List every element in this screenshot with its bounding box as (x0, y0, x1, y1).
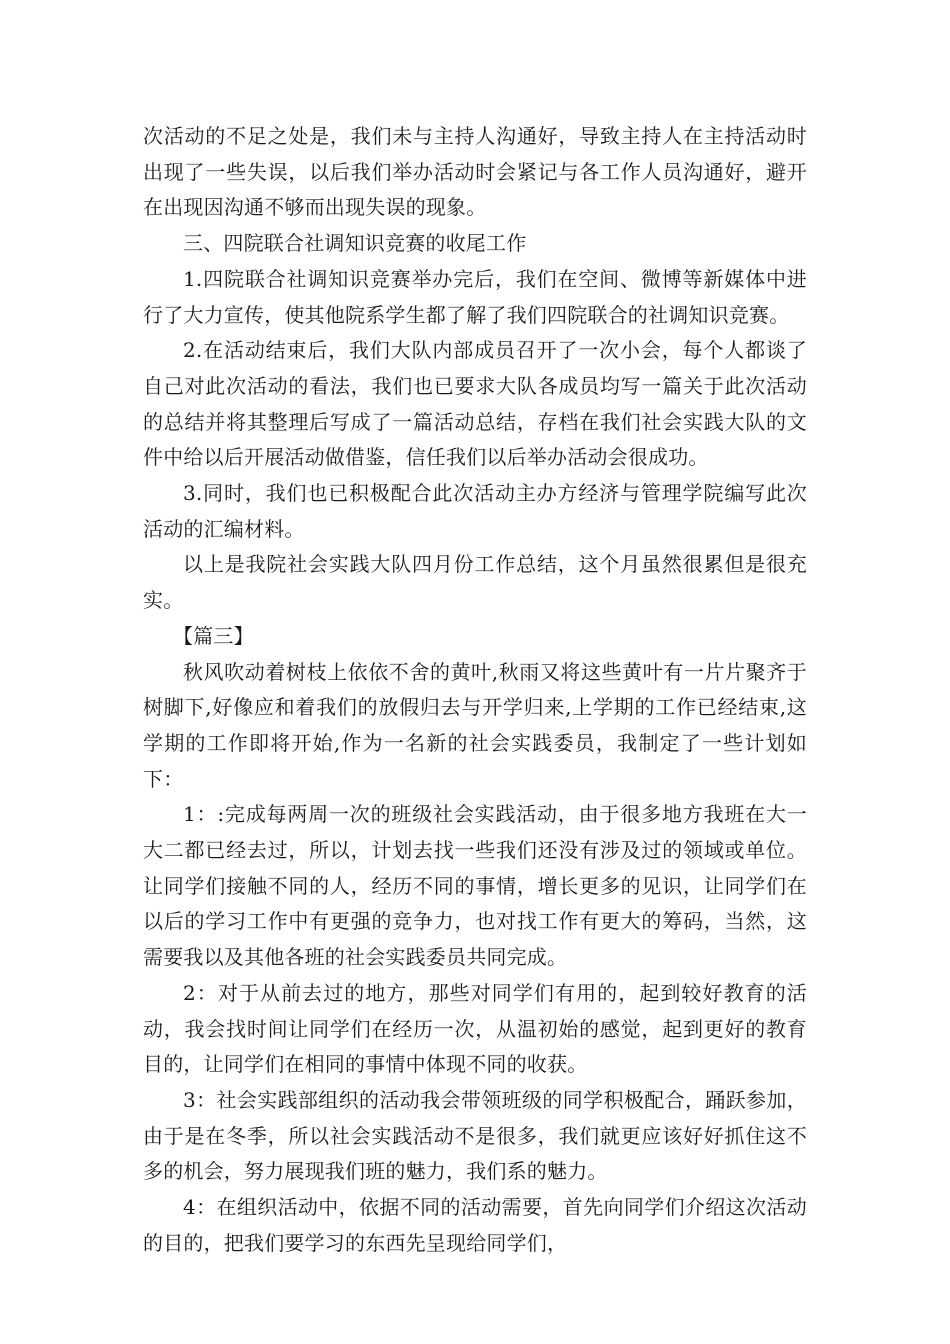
paragraph-item-1: 1.四院联合社调知识竞赛举办完后，我们在空间、微博等新媒体中进行了大力宣传，使其他院系学生都了解了我们四院联合的社调知识竞赛。 (143, 266, 807, 327)
paragraph-intro: 秋风吹动着树枝上依依不舍的黄叶,秋雨又将这些黄叶有一片片聚齐于树脚下,好像应和着我们的放假归去与开学归来,上学期的工作已经结束,这学期的工作即将开始,作为一名新的社会实践委员，我制定了一些计划如下： (143, 659, 807, 791)
section-heading: 三、四院联合社调知识竞赛的收尾工作 (183, 231, 527, 256)
plan-item-3: 3：社会实践部组织的活动我会带领班级的同学积极配合，踊跃参加，由于是在冬季，所以社会实践活动不是很多，我们就更应该好好抓住这不多的机会，努力展现我们班的魅力，我们系的魅力。 (143, 1087, 807, 1184)
paragraph-continuation: 次活动的不足之处是，我们未与主持人沟通好，导致主持人在主持活动时出现了一些失误，以后我们举办活动时会紧记与各工作人员沟通好，避开在出现因沟通不够而出现失误的现象。 (143, 124, 807, 220)
part-heading: 【篇三】 (173, 623, 254, 648)
document-body (143, 119, 807, 1262)
paragraph-item-2: 2.在活动结束后，我们大队内部成员召开了一次小会，每个人都谈了自己对此次活动的看法，我们也已要求大队各成员均写一篇关于此次活动的总结并将其整理后写成了一篇活动总结，存档在我们社会实践大队的文件中给以后开展活动做借鉴，信任我们以后举办活动会很成功。 (143, 338, 807, 470)
plan-item-2: 2：对于从前去过的地方，那些对同学们有用的，起到较好教育的活动，我会找时间让同学们在经历一次，从温初始的感觉，起到更好的教育目的，让同学们在相同的事情中体现不同的收获。 (143, 980, 807, 1077)
paragraph-summary: 以上是我院社会实践大队四月份工作总结，这个月虽然很累但是很充实。 (143, 552, 807, 613)
plan-item-1: 1：:完成每两周一次的班级社会实践活动，由于很多地方我班在大一大二都已经去过，所以，计划去找一些我们还没有涉及过的领域或单位。让同学们接触不同的人，经历不同的事情，增长更多的见识，让同学们在以后的学习工作中有更强的竞争力，也对找工作有更大的筹码，当然，这需要我以及其他各班的社会实践委员共同完成。 (143, 802, 807, 970)
plan-item-4: 4：在组织活动中，依据不同的活动需要，首先向同学们介绍这次活动的目的，把我们要学习的东西先呈现给同学们， (143, 1195, 807, 1255)
paragraph-item-3: 3.同时，我们也已积极配合此次活动主办方经济与管理学院编写此次活动的汇编材料。 (143, 481, 807, 541)
